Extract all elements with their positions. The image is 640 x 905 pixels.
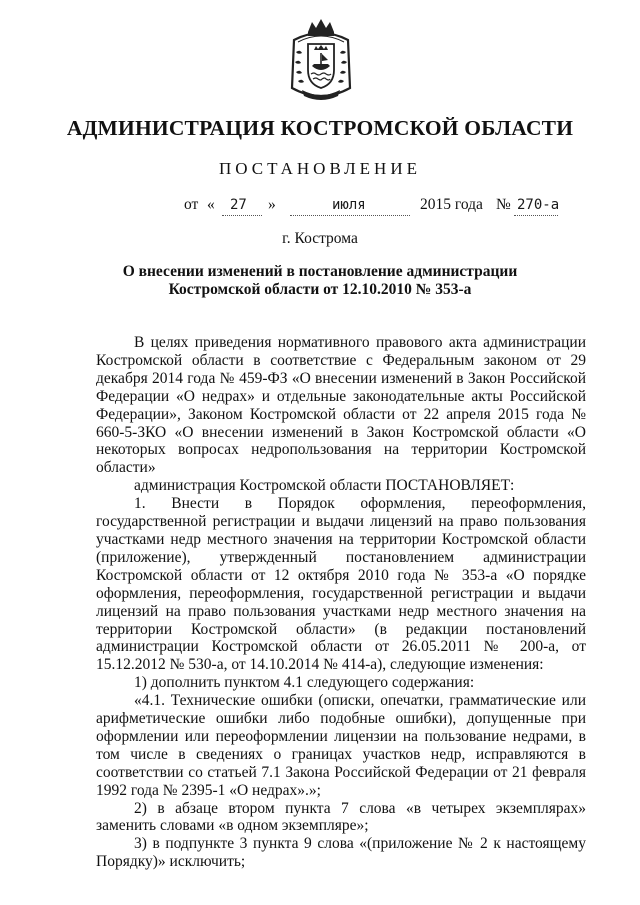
number-underline <box>514 215 558 216</box>
month-underline <box>290 215 410 216</box>
document-number: 270-а <box>517 197 560 213</box>
paragraph-preamble: В целях приведения нормативного правового акта администрации Костромской области в соответствие с Федеральным законом от 29 декабря 2014 года № 459-ФЗ «О внесении изменений в Закон Российской Федерации «О недрах» и отдельные законодательные акты Российской Федерации», Законом Костромской области от 22 апреля 2015 года № 660-5-ЗКО «О внесении изменений в Закон Костромской области «О некоторых вопросах недропользования на территории Костромской области» <box>96 334 586 477</box>
day-underline <box>222 215 262 216</box>
paragraph-subitem-2: 2) в абзаце втором пункта 7 слова «в четырех экземплярах» заменить словами «в одном экземпляре»; <box>96 799 586 835</box>
number-sign: № <box>496 196 511 213</box>
subject-line-1: О внесении изменений в постановление администрации <box>122 263 518 280</box>
date-year: 2015 года <box>420 196 483 213</box>
date-prefix: от <box>184 196 199 213</box>
paragraph-resolves: администрация Костромской области ПОСТАНОВЛЯЕТ: <box>134 477 515 495</box>
paragraph-point-4-1: «4.1. Технические ошибки (описки, опечатки, грамматические или арифметические ошибки либо подобные ошибки), допущенные при оформлении или переоформлении лицензии на пользование недрами, в том числе в сведениях о границах участков недр, исправляются в соответствии со статьей 7.1 Закона Российской Федерации от 21 февраля 1992 года № 2395-1 «О недрах».»; <box>96 692 586 799</box>
document-subject <box>100 263 540 299</box>
organization-title: АДМИНИСТРАЦИЯ КОСТРОМСКОЙ ОБЛАСТИ <box>66 116 574 140</box>
subject-line-2: Костромской области от 12.10.2010 № 353-а <box>168 281 472 298</box>
date-day: 27 <box>230 197 247 213</box>
date-quote-close: » <box>268 196 276 213</box>
document-body <box>96 334 586 871</box>
document-type: ПОСТАНОВЛЕНИЕ <box>218 159 421 178</box>
paragraph-item-1: 1. Внести в Порядок оформления, переоформления, государственной регистрации и выдачи лицензий на право пользования участками недр местного значения на территории Костромской области (приложение), утвержденный постановлением администрации Костромской области от 12 октября 2010 года № 353-а «О порядке оформления, переоформления, государственной регистрации и выдачи лицензий на право пользования участками недр местного значения на территории Костромской области» (в редакции постановлений администрации Костромской области от 26.05.2011 № 200-а, от 15.12.2012 № 530-а, от 14.10.2014 № 414-а), следующие изменения: <box>96 495 586 674</box>
city-name: г. Кострома <box>282 230 358 247</box>
date-month: июля <box>332 197 366 213</box>
paragraph-subitem-1: 1) дополнить пунктом 4.1 следующего содержания: <box>134 674 475 692</box>
coat-of-arms-icon <box>288 18 354 102</box>
paragraph-subitem-3: 3) в подпункте 3 пункта 9 слова «(приложение № 2 к настоящему Порядку)» исключить; <box>96 835 586 871</box>
date-quote-open: « <box>207 196 215 213</box>
